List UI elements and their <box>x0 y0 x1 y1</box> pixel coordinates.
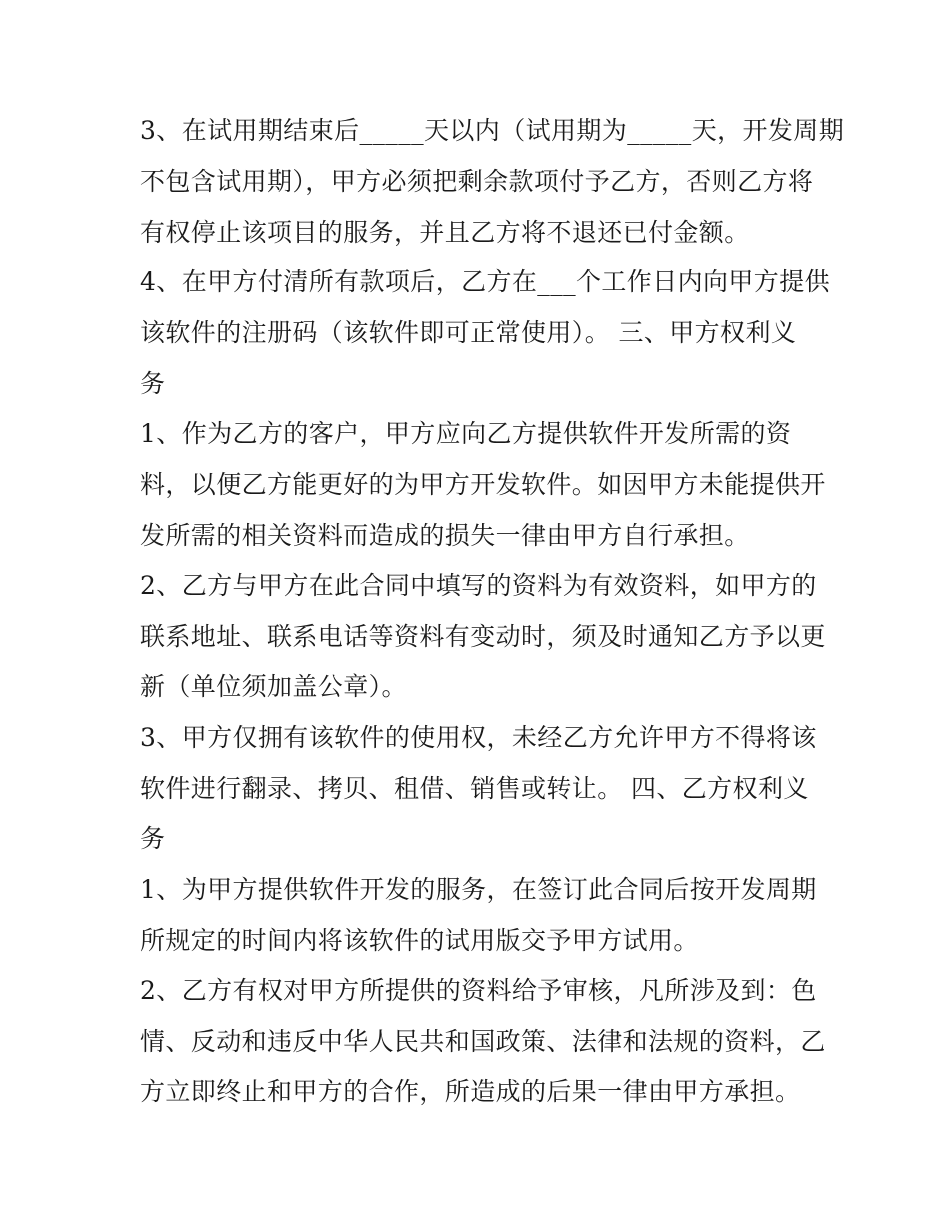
text-line: 发所需的相关资料而造成的损失一律由甲方自行承担。 <box>140 521 750 550</box>
text-line: 软件进行翻录、拷贝、租借、销售或转让。 四、乙方权利义 <box>140 774 809 803</box>
text-line: 联系地址、联系电话等资料有变动时，须及时通知乙方予以更 <box>140 622 826 651</box>
text-line: 情、反动和违反中华人民共和国政策、法律和法规的资料，乙 <box>140 1027 826 1056</box>
text-line: 新（单位须加盖公章）。 <box>140 672 407 701</box>
text-line: 所规定的时间内将该软件的试用版交予甲方试用。 <box>140 926 699 955</box>
text-line: 料，以便乙方能更好的为甲方开发软件。如因甲方未能提供开 <box>140 470 826 499</box>
text-line: 2、乙方与甲方在此合同中填写的资料为有效资料，如甲方的 <box>140 571 817 600</box>
text-line: 3、甲方仅拥有该软件的使用权，未经乙方允许甲方不得将该 <box>140 723 817 752</box>
text-line: 不包含试用期），甲方必须把剩余款项付予乙方，否则乙方将 <box>140 167 814 196</box>
text-line: 方立即终止和甲方的合作，所造成的后果一律由甲方承担。 <box>140 1077 801 1106</box>
text-line: 1、为甲方提供软件开发的服务，在签订此合同后按开发周期 <box>140 875 817 904</box>
text-line: 2、乙方有权对甲方所提供的资料给予审核，凡所涉及到：色 <box>140 976 817 1005</box>
text-line: 有权停止该项目的服务，并且乙方将不退还已付金额。 <box>140 218 750 247</box>
text-line: 1、作为乙方的客户，甲方应向乙方提供软件开发所需的资 <box>140 419 792 448</box>
text-line: 3、在试用期结束后_____天以内（试用期为_____天，开发周期 <box>140 116 845 145</box>
text-line: 4、在甲方付清所有款项后，乙方在___个工作日内向甲方提供 <box>140 267 831 296</box>
text-line: 务 <box>140 824 166 853</box>
text-line: 务 <box>140 369 166 398</box>
text-line: 该软件的注册码（该软件即可正常使用）。 三、甲方权利义 <box>140 318 797 347</box>
